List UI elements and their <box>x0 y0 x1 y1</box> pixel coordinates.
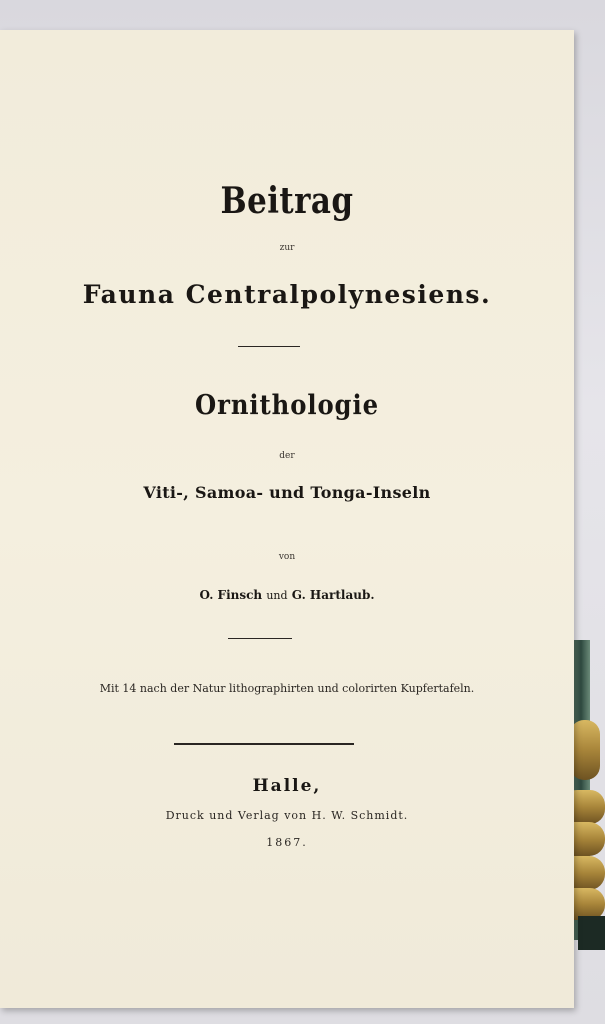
plates-note: Mit 14 nach der Natur lithographirten und colorirten Kupfertafeln. <box>99 682 475 695</box>
double-divider-rule <box>174 743 354 745</box>
publisher-line: Druck und Verlag von H. W. Schmidt. <box>165 809 409 822</box>
book-title: Beitrag <box>220 180 354 222</box>
book-subtitle: Fauna Centralpolynesiens. <box>82 280 492 309</box>
publication-city: Halle, <box>252 776 322 796</box>
section-title: Ornithologie <box>195 390 379 421</box>
author-hartlaub: G. Hartlaub. <box>291 588 375 602</box>
connector-zur: zur <box>279 243 295 253</box>
title-page <box>0 30 574 1008</box>
author-connector: und <box>266 589 288 602</box>
islands-line: Viti-, Samoa- und Tonga-Inseln <box>143 483 431 502</box>
divider-rule <box>238 346 300 347</box>
divider-rule <box>228 638 292 639</box>
connector-der: der <box>279 451 295 461</box>
author-finsch: O. Finsch <box>199 588 263 602</box>
connector-von: von <box>278 552 296 562</box>
publication-year: 1867. <box>266 836 308 849</box>
authors-line <box>0 588 574 602</box>
